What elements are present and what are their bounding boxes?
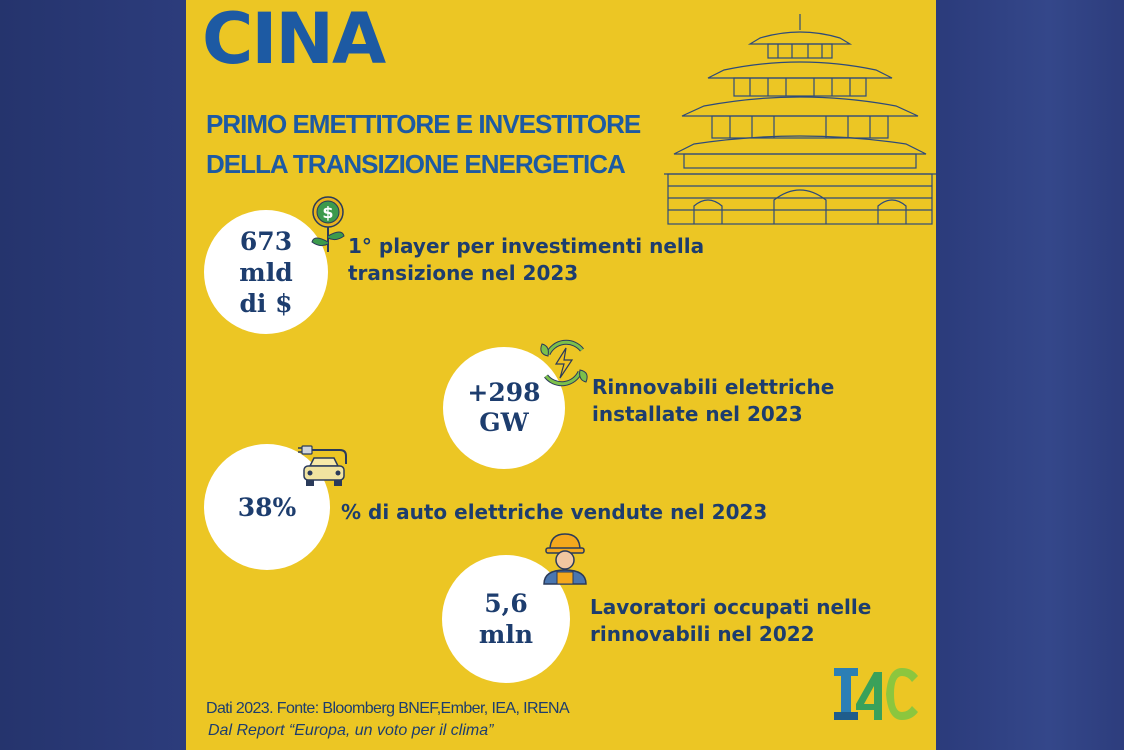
electric-car-icon xyxy=(296,442,350,492)
page-title: CINA xyxy=(202,0,385,80)
stat-text-workers xyxy=(590,594,871,648)
subtitle-line-1: PRIMO EMETTITORE E INVESTITORE xyxy=(206,109,641,139)
money-plant-icon xyxy=(306,194,350,254)
stat-line-2: rinnovabili nel 2022 xyxy=(590,622,815,646)
stat-text-renewables xyxy=(592,374,834,428)
subtitle-line-2: DELLA TRANSIZIONE ENERGETICA xyxy=(206,149,625,179)
stat-value: 38% xyxy=(237,492,297,522)
stat-value: 5,6 mln xyxy=(478,589,534,649)
subtitle xyxy=(206,104,706,184)
i4c-logo xyxy=(830,662,922,728)
stat-text-investments xyxy=(348,233,704,287)
right-frame xyxy=(936,0,1124,750)
stat-text-electric-cars xyxy=(341,499,767,526)
report-note: Dal Report “Europa, un voto per il clima” xyxy=(208,722,494,739)
stat-line-1: 1° player per investimenti nella xyxy=(348,234,705,258)
stat-value: 673 mld di $ xyxy=(239,226,293,318)
footer xyxy=(206,698,569,742)
renewable-energy-icon xyxy=(538,336,590,390)
stat-line-1: Lavoratori occupati nelle xyxy=(590,595,872,619)
svg-text:$: $ xyxy=(322,203,334,222)
source-note: Dati 2023. Fonte: Bloomberg BNEF,Ember, IEA, IRENA xyxy=(206,700,570,717)
worker-icon xyxy=(538,530,592,586)
left-frame xyxy=(0,0,186,750)
infographic xyxy=(186,0,936,750)
stat-value: +298 GW xyxy=(467,378,541,437)
stat-line-1: % di auto elettriche vendute nel 2023 xyxy=(341,500,768,524)
stat-line-1: Rinnovabili elettriche xyxy=(592,375,835,399)
stat-line-2: transizione nel 2023 xyxy=(348,261,579,285)
stat-line-2: installate nel 2023 xyxy=(592,402,803,426)
pagoda-illustration xyxy=(664,8,936,228)
